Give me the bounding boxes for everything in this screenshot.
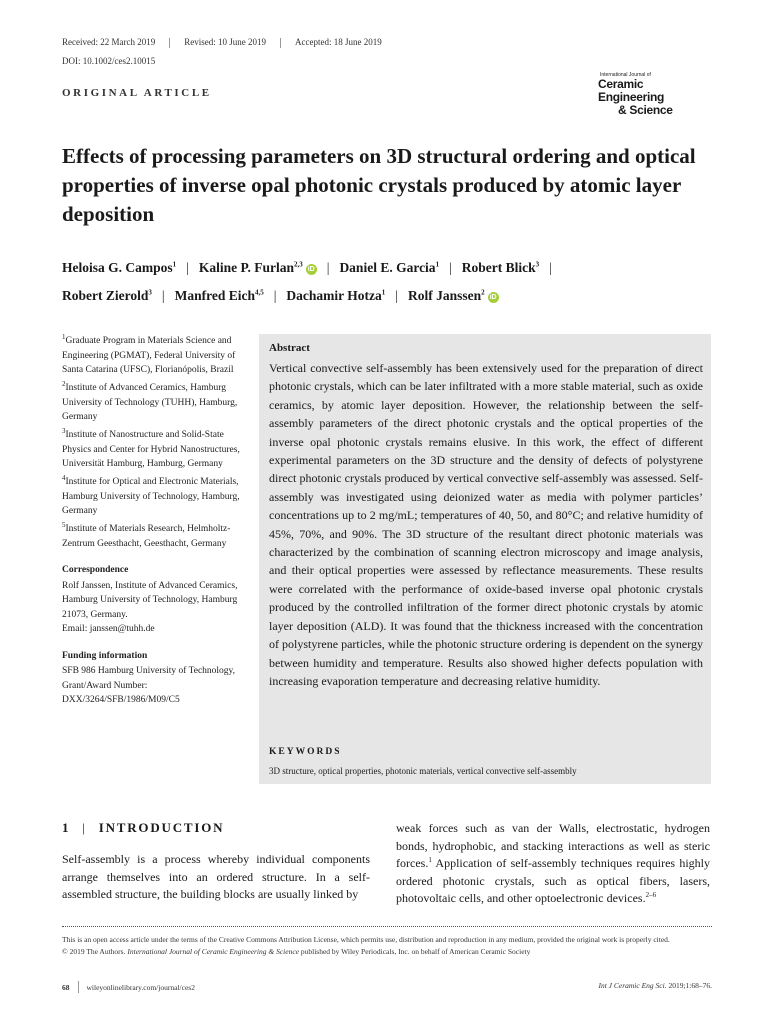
received-date: Received: 22 March 2019 <box>62 37 156 47</box>
author-name[interactable]: Robert Blick$^3$ <box>461 260 540 275</box>
affiliation-ref: 4,5 <box>254 288 264 297</box>
citation-ref[interactable]: 2–6 <box>645 891 657 899</box>
section-heading-introduction: 1 | INTRODUCTION <box>62 820 225 835</box>
abstract-heading: Abstract <box>269 342 310 354</box>
affiliation-ref: 2,3 <box>293 260 303 269</box>
correspondence-heading: Correspondence <box>62 565 129 575</box>
author-name[interactable]: Daniel E. Garcia$^1$ <box>339 260 440 275</box>
journal-logo-line1: Ceramic Engineering <box>598 77 665 104</box>
funding-heading: Funding information <box>62 650 148 661</box>
license-text: This is an open access article under the terms of the Creative Commons Attribution License, which permits use, distribution and reproduction in any medium, provided the original work is properly cited. <box>62 935 670 944</box>
divider: | <box>161 288 165 303</box>
body-text-column-2: weak forces such as van der Walls, electrostatic, hydrogen bonds, hydrophobic, and stacking interactions as well as steric forces.$^1$ Application of self-assembly techniques requires highly ordered photonic crystals, such as optical fibers, lasers, photovoltaic cells, and other optoelectronic devices.$^{2-6}$ <box>396 821 710 905</box>
divider: | <box>326 260 330 275</box>
affiliation-ref: 1 <box>381 288 386 297</box>
orcid-icon[interactable]: iD <box>489 294 497 301</box>
divider: | <box>186 260 189 275</box>
journal-url[interactable]: wileyonlinelibrary.com/journal/ces2 <box>86 982 195 992</box>
affiliation: $^2$Institute of Advanced Ceramics, Hamburg University of Technology (TUHH), Hamburg, Germany <box>62 379 238 422</box>
author-name[interactable]: Manfred Eich$^{4,5}$ <box>174 288 264 303</box>
article-title: Effects of processing parameters on 3D structural ordering and optical properties of inverse opal photonic crystals produced by atomic layer deposition <box>62 144 696 226</box>
divider: | <box>273 288 277 303</box>
revised-date: Revised: 10 June 2019 <box>184 37 266 47</box>
author-name[interactable]: Rolf Janssen$^2$ <box>407 288 485 303</box>
divider <box>78 981 79 993</box>
citation-ref[interactable]: 1 <box>428 856 432 864</box>
journal-logo-line2: & Science <box>618 103 673 117</box>
affiliation-ref: 1 <box>435 260 440 269</box>
author-line-1 <box>62 254 722 282</box>
citation-info: Int J Ceramic Eng Sci. 2019;1:68–76. <box>598 981 712 990</box>
page-footer-left <box>62 981 195 993</box>
doi-link[interactable]: DOI: 10.1002/ces2.10015 <box>62 56 156 66</box>
author-name[interactable]: Heloisa G. Campos$^1$ <box>62 260 177 275</box>
abstract-box <box>259 334 711 784</box>
divider: | <box>449 260 452 275</box>
divider: | <box>549 260 552 275</box>
page-number: 68 <box>62 982 70 992</box>
journal-logo-small: International Journal of <box>600 72 651 78</box>
affiliation-ref: 2 <box>481 288 485 297</box>
abstract-text: Vertical convective self-assembly has been extensively used for the preparation of direct photonic crystals, which can be later infiltrated with a more stable material, such as oxide ceramics, by atomic layer deposition. However, the relationship between the self-assembly parameters of the direct photonic crystals and the optical properties of the inverse opal photonic crystals remains elusive. In this work, the effect of different experimental parameters on the 3D structure and the density of defects of polystyrene direct photonic crystals produced by vertical convective self-assembly was assessed. Self-assembly was investigated using deionized water as media with polymer particles’ concentrations up to 2 mg/mL; temperatures of 40, 50, and 80°C; and relative humidity of 45%, 70%, and 90%. The 3D structure of the resultant direct photonic materials was characterized by the combination of scanning electron microscopy and image analysis, and their optical properties were assessed by reflectance measurements. These results were correlated with the performance of oxide-based inverse opal photonic crystals produced by the controlled infiltration of the former direct photonic crystals by atomic layer deposition (ALD). It was found that the thickness increased with the concentration of polystyrene particles, while the photonic structure ordering is dependent on the synergy between humidity and temperature. Results also showed higher defects population with increasing evaporation temperature and decreasing relative humidity. <box>269 361 703 688</box>
body-text-column-1: Self-assembly is a process whereby individual components arrange themselves into an ordered structure. In a self-assembled structure, the building blocks are usually linked by <box>62 852 370 901</box>
correspondence-text: Rolf Janssen, Institute of Advanced Ceramics, Hamburg University of Technology, Hamburg 21073, Germany. Email: janssen@tuhh.de <box>62 580 238 634</box>
footnote-divider <box>62 926 712 927</box>
affiliation: $^1$Graduate Program in Materials Science and Engineering (PGMAT), Federal University of Santa Catarina (UFSC), Florianópolis, Brazil <box>62 332 236 375</box>
keywords-list: 3D structure, optical properties, photonic materials, vertical convective self-assembly <box>269 766 577 776</box>
article-type: ORIGINAL ARTICLE <box>62 87 212 99</box>
funding-text: SFB 986 Hamburg University of Technology, Grant/Award Number: DXX/3264/SFB/1986/M09/C5 <box>62 666 236 705</box>
author-name[interactable]: Dachamir Hotza$^1$ <box>286 288 386 303</box>
affiliation-ref: 3 <box>535 260 540 269</box>
author-name[interactable]: Robert Zierold$^3$ <box>62 288 152 303</box>
copyright-text: © 2019 The Authors. International Journal of Ceramic Engineering & Science published by Wiley Periodicals, Inc. on behalf of American Ceramic Society <box>62 947 531 956</box>
divider <box>169 38 170 48</box>
affiliation: $^4$Institute for Optical and Electronic Materials, Hamburg University of Technology, Hamburg, Germany <box>62 473 240 516</box>
orcid-icon[interactable]: iD <box>307 266 315 273</box>
divider: | <box>395 288 398 303</box>
affiliation: $^5$Institute of Materials Research, Helmholtz-Zentrum Geesthacht, Geesthacht, Germany <box>62 520 231 549</box>
affiliation-ref: 3 <box>148 288 152 297</box>
email-link[interactable]: Email: janssen@tuhh.de <box>62 624 155 634</box>
author-name[interactable]: Kaline P. Furlan$^{2,3}$ <box>198 260 303 275</box>
keywords-heading: KEYWORDS <box>269 747 342 757</box>
article-dates <box>62 37 382 48</box>
affiliation: $^3$Institute of Nanostructure and Solid-State Physics and Center for Hybrid Nanostructures, Universität Hamburg, Hamburg, Germany <box>62 426 240 469</box>
license-footnote <box>62 934 712 958</box>
accepted-date: Accepted: 18 June 2019 <box>294 37 382 47</box>
affiliation-ref: 1 <box>172 260 177 269</box>
author-line-2 <box>62 282 722 310</box>
author-list <box>62 254 722 310</box>
front-matter-sidebar <box>62 334 254 711</box>
divider <box>280 38 281 48</box>
journal-logo <box>598 72 710 117</box>
